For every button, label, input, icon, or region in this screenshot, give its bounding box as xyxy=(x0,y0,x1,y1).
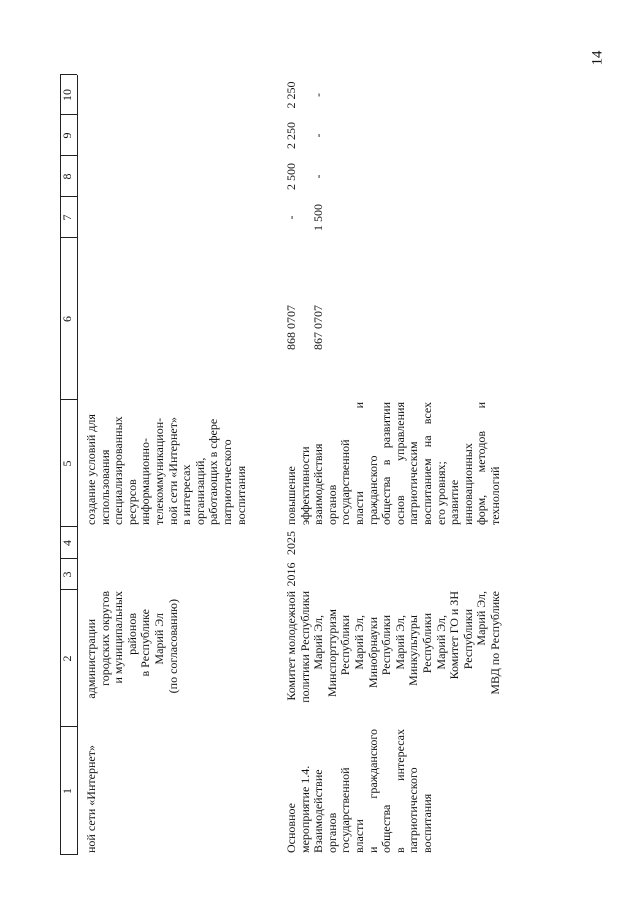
row1-col5-line: ресурсов xyxy=(124,479,139,525)
row1-col2-line: в Республике xyxy=(138,609,153,677)
row2-col5-line: органов xyxy=(324,484,339,525)
row2-line-a-col7: - xyxy=(284,215,298,220)
row2-col5-line: повышение xyxy=(284,466,298,525)
row2-col5-line: патриотическим xyxy=(406,441,421,525)
row1-col5-line: телекоммуникацион- xyxy=(152,417,166,525)
row2-line-a-col10: 2 250 xyxy=(284,81,298,109)
row2-end-year: 2025 xyxy=(284,531,298,555)
row2-col1-line: воспитания xyxy=(420,793,434,853)
col-number-7: 7 xyxy=(60,214,74,221)
col-number-5: 5 xyxy=(60,460,74,467)
row2-line-b-col7: 1 500 xyxy=(311,204,325,231)
col-number-9: 9 xyxy=(60,132,74,139)
row2-col2-line: Минкультуры xyxy=(406,615,421,686)
row2-col2-line: Минспорттуризм xyxy=(324,609,339,698)
col-number-3: 3 xyxy=(60,571,74,578)
row2-col2-line: Комитет молодежной xyxy=(284,591,298,701)
row1-col5-line: патриотического xyxy=(220,439,234,525)
row1-col2-line: (по согласованию) xyxy=(165,599,180,694)
row1-col2-line: городских округов xyxy=(97,591,112,686)
row2-col2-line: МВД по Республике xyxy=(488,591,502,695)
row2-col5-line: его уровнях; xyxy=(433,461,448,525)
header-bottom-border xyxy=(77,75,78,855)
page-number: 14 xyxy=(589,50,606,66)
row2-col5-line: развитие xyxy=(447,479,462,525)
col-number-8: 8 xyxy=(60,173,74,180)
row1-col1-text: ной сети «Интернет» xyxy=(84,745,98,853)
row2-line-a-col9: 2 250 xyxy=(284,122,298,149)
row1-col5-line: воспитания xyxy=(233,465,248,525)
row2-line-b-col8: - xyxy=(311,174,325,179)
row1-col2-line: Марий Эл xyxy=(152,613,166,665)
row2-col2-line: Республики xyxy=(420,613,434,674)
row2-col5-line: технологий xyxy=(488,466,502,525)
row2-col2-line: Марий Эл, xyxy=(352,615,366,670)
row2-col5-line: инновационных xyxy=(460,443,475,525)
row2-col2-line: Марий Эл, xyxy=(433,615,448,670)
row2-col2-line: Комитет ГО и ЗН xyxy=(447,591,462,680)
row2-col5-line: общества в развитии xyxy=(379,402,394,525)
row2-col1-line: общества xyxy=(379,804,394,853)
row2-col1-line: органов xyxy=(324,812,339,853)
row2-col5-line: форм, методов и xyxy=(474,402,489,525)
row2-col1-line: в интересах xyxy=(392,729,407,853)
row2-col2-line: Минобрнауки xyxy=(365,617,380,689)
row1-col5-line: использования xyxy=(97,449,112,525)
row1-col5-line: создание условий для xyxy=(84,414,98,525)
rotated-table xyxy=(60,0,640,855)
col-number-6: 6 xyxy=(60,316,74,322)
row2-col5-line: эффективности xyxy=(297,446,312,525)
row1-col5-line: в интересах xyxy=(179,464,194,525)
row1-col5-line: организаций, работающих в сфере xyxy=(192,418,221,525)
row2-col1-line: Основное xyxy=(284,803,298,853)
row2-col2-line: Республики xyxy=(338,615,353,676)
row1-col2-line: районов xyxy=(124,613,139,655)
row2-col2-line: Республики xyxy=(379,615,394,676)
row2-col5-line: гражданского xyxy=(365,455,380,525)
row2-col2-line: Марий Эл, xyxy=(474,591,489,646)
row2-col2-line: Марий Эл, xyxy=(311,615,326,670)
col-number-1: 1 xyxy=(60,788,74,794)
row2-col1-line: государственной xyxy=(338,767,353,853)
row2-line-b-col9: - xyxy=(311,133,325,138)
col-number-10: 10 xyxy=(60,89,74,101)
row2-col5-line: государственной xyxy=(338,439,353,525)
row2-line-b-budget-code: 867 0707 xyxy=(311,305,325,350)
row2-col5-line: взаимодействия xyxy=(311,443,326,525)
row2-col1-line: и гражданского xyxy=(365,729,380,853)
row2-col2-line: Республики xyxy=(460,609,475,670)
row2-col2-line: политики Республики xyxy=(297,591,312,703)
row2-col5-line: основ управления xyxy=(392,402,407,525)
row2-col2-line: Марий Эл, xyxy=(392,615,407,670)
row1-col2-line: администрации xyxy=(84,619,98,699)
row2-col1-line: власти xyxy=(352,819,366,853)
col-number-2: 2 xyxy=(60,655,74,662)
col-number-4: 4 xyxy=(60,540,74,546)
row2-col5-line: власти и xyxy=(352,402,366,525)
row2-col5-line: воспитанием на всех xyxy=(420,402,434,525)
row1-col5-line: ной сети «Интернет» xyxy=(165,417,180,525)
row2-col1-line: Взаимодействие xyxy=(311,769,326,853)
row1-col2-line: и муниципальных xyxy=(111,591,126,684)
row2-line-a-col8: 2 500 xyxy=(284,163,298,190)
row2-col1-line: патриотического xyxy=(406,767,421,853)
row2-start-year: 2016 xyxy=(284,562,298,587)
row1-col5-line: специализированных xyxy=(111,416,126,525)
row2-line-b-col10: - xyxy=(311,93,325,97)
row1-col5-line: информационно- xyxy=(138,438,153,525)
row2-col1-line: мероприятие 1.4. xyxy=(297,765,312,853)
row2-line-a-budget-code: 868 0707 xyxy=(284,305,298,350)
